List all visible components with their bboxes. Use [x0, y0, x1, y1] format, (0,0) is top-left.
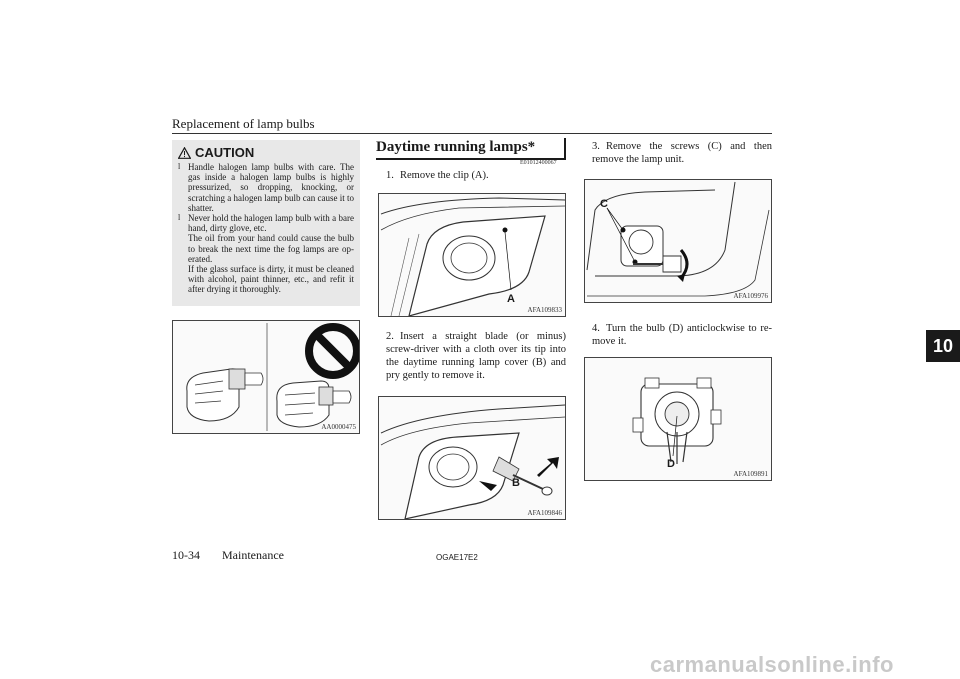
caution-item	[178, 213, 354, 295]
footer-section: Maintenance	[222, 548, 284, 562]
step-2	[386, 330, 566, 382]
halogen-bulb-illustration	[173, 321, 359, 433]
callout-label-c: C	[600, 198, 608, 210]
section-heading	[376, 138, 566, 156]
caution-heading	[178, 145, 354, 160]
watermark: carmanualsonline.info	[650, 652, 894, 677]
step-number: 3.	[592, 141, 600, 152]
clip-figure	[378, 193, 566, 317]
figure-code: AFA109976	[733, 292, 768, 300]
step-text: Turn the bulb (D) anticlockwise to re-move it.	[592, 323, 772, 347]
bulb-socket-illustration	[585, 358, 771, 480]
section-code: E01012400067	[520, 160, 557, 166]
step-text: Remove the screws (C) and then remove the lamp unit.	[592, 141, 772, 165]
page-header-title: Replacement of lamp bulbs	[172, 116, 315, 131]
step-1	[386, 169, 566, 182]
step-3	[592, 140, 772, 166]
step-text: Insert a straight blade (or minus) screw-driver with a cloth over its tip into the daytime running lamp cover (B) and pry gently to remove it.	[386, 331, 566, 381]
figure-code: AFA109846	[527, 509, 562, 517]
callout-label-b: B	[512, 477, 520, 489]
caution-item-text: Handle halogen lamp bulbs with care. The gas inside a halogen lamp bulbs is highly pressurized, so dropping, knocking, or scratching a halogen lamp bulb can cause it to shatter.	[188, 162, 354, 213]
fog-lamp-clip-illustration	[379, 194, 565, 316]
caution-item-text: Never hold the halogen lamp bulb with a bare hand, dirty glove, etc.	[188, 213, 354, 234]
callout-label-d: D	[667, 458, 675, 470]
header-rule	[172, 133, 772, 134]
lamp-unit-screws-illustration	[585, 180, 771, 302]
warning-triangle-icon	[178, 147, 191, 159]
step-text: Remove the clip (A).	[400, 170, 489, 181]
caution-item-text: The oil from your hand could cause the bulb to break the next time the fog lamps are op-erated.	[188, 233, 354, 264]
section-rule-vertical	[564, 138, 566, 159]
chapter-tab: 10	[926, 330, 960, 362]
section-title: Daytime running lamps*	[376, 139, 536, 155]
step-number: 1.	[386, 170, 394, 181]
caution-item	[178, 162, 354, 213]
figure-code: AFA109891	[733, 470, 768, 478]
step-number: 4.	[592, 323, 600, 334]
footer-code: OGAE17E2	[436, 553, 478, 562]
step-number: 2.	[386, 331, 394, 342]
bulb-figure	[584, 357, 772, 481]
halogen-bulb-figure	[172, 320, 360, 434]
bullet-icon: l	[178, 213, 181, 223]
step-4	[592, 322, 772, 348]
caution-box	[172, 140, 360, 306]
caution-label: CAUTION	[195, 145, 255, 160]
figure-code: AA0000475	[321, 423, 356, 431]
bullet-icon: l	[178, 162, 181, 171]
figure-code: AFA109833	[527, 306, 562, 314]
lamp-cover-removal-illustration	[379, 397, 565, 519]
caution-item-text: If the glass surface is dirty, it must be cleaned with alcohol, paint thinner, etc., and refit it after drying it thoroughly.	[188, 264, 354, 295]
screws-figure	[584, 179, 772, 303]
callout-label-a: A	[507, 293, 515, 305]
page-number: 10-34	[172, 548, 200, 562]
cover-figure	[378, 396, 566, 520]
